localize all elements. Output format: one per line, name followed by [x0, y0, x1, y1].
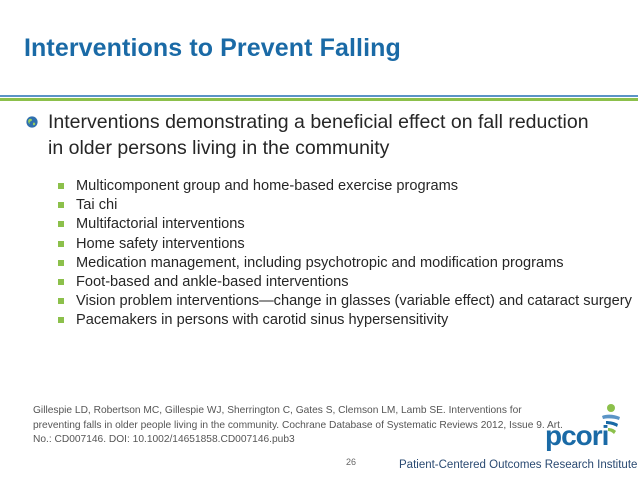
logo-wordmark: pcori — [545, 420, 609, 451]
list-item — [58, 311, 633, 330]
list-item — [58, 215, 633, 234]
list-item-text: Multicomponent group and home-based exercise programs — [76, 178, 459, 194]
list-item-text: Pacemakers in persons with carotid sinus hypersensitivity — [76, 312, 449, 329]
square-bullet-icon — [58, 221, 64, 227]
square-bullet-icon — [58, 183, 64, 189]
list-item-text: Medication management, including psychotropic and modification programs — [76, 254, 564, 271]
square-bullet-icon — [58, 279, 64, 285]
square-bullet-icon — [58, 317, 64, 323]
list-item-text: Foot-based and ankle-based interventions — [76, 274, 349, 291]
list-item — [58, 235, 633, 254]
page-number: 26 — [346, 457, 357, 467]
square-bullet-icon — [58, 241, 64, 247]
slide-title: Interventions to Prevent Falling — [24, 34, 401, 62]
title-divider — [0, 95, 638, 101]
square-bullet-icon — [58, 298, 64, 304]
list-item-text: Multifactorial interventions — [76, 216, 245, 233]
square-bullet-icon — [58, 202, 64, 208]
sub-bullet-list — [58, 177, 633, 331]
main-bullet-text: Interventions demonstrating a beneficial effect on fall reduction in older persons living in the community — [48, 111, 589, 159]
list-item-text: Home safety interventions — [76, 235, 245, 252]
list-item — [58, 292, 633, 311]
globe-icon — [26, 116, 38, 128]
list-item — [58, 273, 633, 292]
list-item-text: Vision problem interventions—change in glasses (variable effect) and cataract surgery — [76, 293, 632, 310]
logo-tagline: Patient-Centered Outcomes Research Institute — [399, 459, 638, 471]
list-item — [58, 254, 633, 273]
citation: Gillespie LD, Robertson MC, Gillespie WJ, Sherrington C, Gates S, Clemson LM, Lamb SE. Interventions for preventing falls in older people living in the community. Cochrane Database of Systematic Reviews 2012, Issue 9. Art. No.: CD007146. DOI: 10.1002/14651858.CD007146.pub3 — [33, 405, 563, 445]
list-item — [58, 196, 633, 215]
square-bullet-icon — [58, 260, 64, 266]
list-item-text: Tai chi — [76, 197, 118, 214]
list-item — [58, 177, 633, 196]
